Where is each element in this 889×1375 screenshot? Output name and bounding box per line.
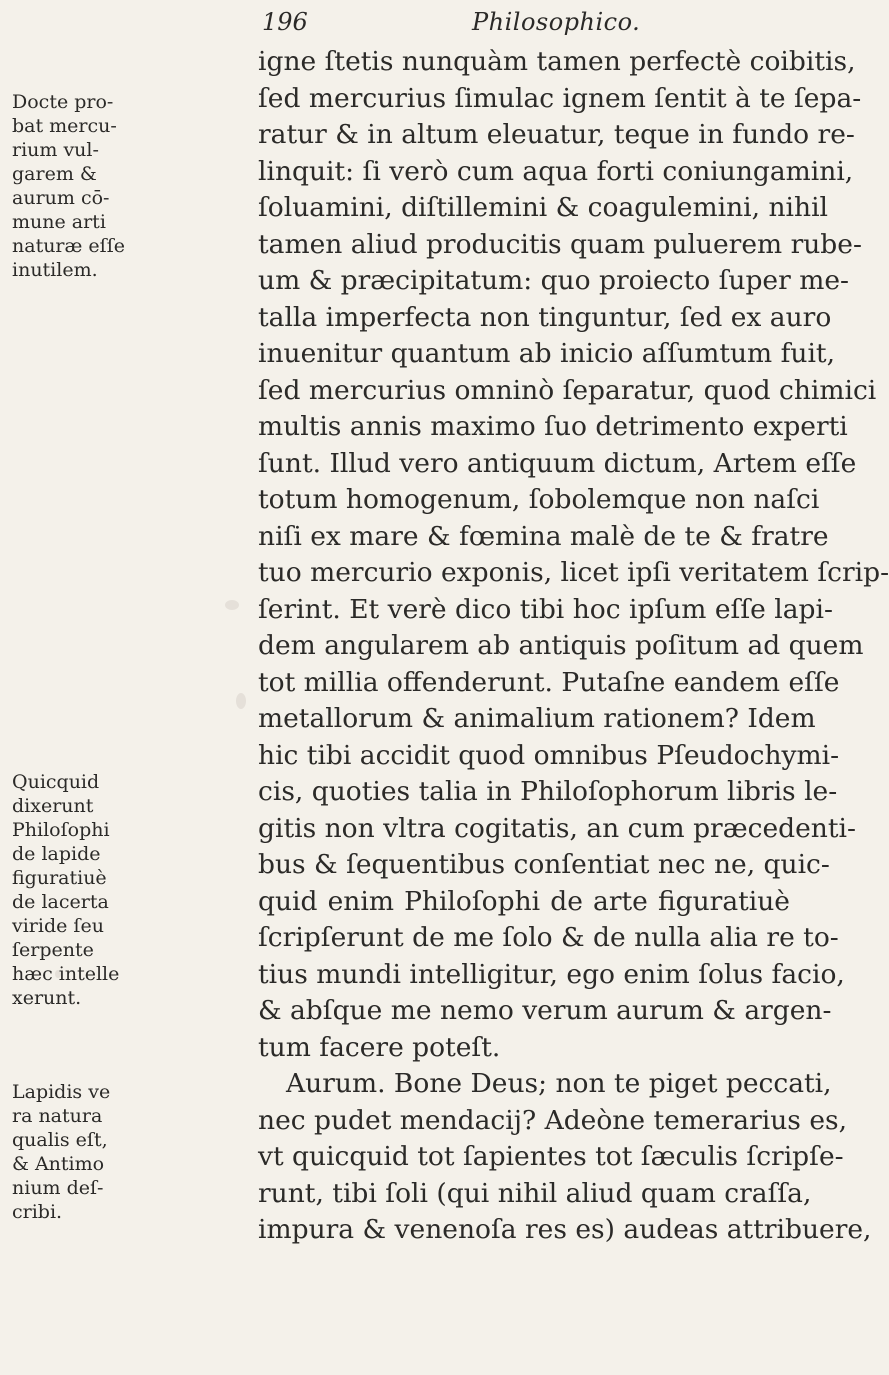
paper-stain	[236, 693, 246, 709]
marginal-note-line: figuratiuè	[12, 867, 107, 889]
text-line: ſerint. Et verè dico tibi hoc ipſum eſſe lapi-	[258, 593, 833, 625]
text-line: multis annis maximo ſuo detrimento experti	[258, 411, 848, 442]
text-line: totum homogenum, ſobolemque non naſci	[258, 484, 820, 515]
marginal-note-line: de lapide	[12, 843, 101, 865]
marginal-note-line: ſerpente	[12, 939, 94, 961]
marginal-note-line: Philoſophi	[12, 819, 110, 841]
marginal-note-line: Quicquid	[12, 771, 100, 793]
text-line: inuenitur quantum ab inicio aſſumtum fuit,	[258, 338, 836, 369]
page-header	[262, 8, 782, 44]
text-line: metallorum & animalium rationem? Idem	[258, 703, 816, 734]
marginal-note-line: garem &	[12, 163, 97, 185]
text-line: tuo mercurio exponis, licet ipſi veritatem ſcrip-	[258, 557, 889, 588]
text-line: um & præcipitatum: quo proiecto ſuper me-	[258, 265, 849, 296]
marginal-note-line: Docte pro-	[12, 91, 114, 113]
running-head: Philosophico.	[472, 8, 641, 36]
marginal-note-line: ra natura	[12, 1105, 103, 1127]
marginal-note-line: xerunt.	[12, 987, 82, 1009]
paper-stain	[225, 600, 239, 610]
text-line: talla imperfecta non tinguntur, ſed ex auro	[258, 301, 832, 333]
marginal-note-line: mune arti	[12, 211, 106, 233]
marginal-note-line: viride ſeu	[12, 915, 104, 937]
text-line: ſed mercurius ſimulac ignem ſentit à te ſepa-	[258, 82, 862, 114]
marginal-note-line: & Antimo	[12, 1153, 105, 1175]
text-line: Aurum. Bone Deus; non te piget peccati,	[286, 1068, 832, 1099]
text-line: ſed mercurius omninò ſeparatur, quod chimici	[258, 374, 877, 406]
marginal-note-line: qualis eſt,	[12, 1129, 108, 1151]
text-line: tius mundi intelligitur, ego enim ſolus facio,	[258, 958, 845, 990]
text-line: runt, tibi ſoli (qui nihil aliud quam craſſa,	[258, 1177, 812, 1209]
marginal-note	[12, 1080, 250, 1224]
marginal-note-line: naturæ eſſe	[12, 235, 125, 257]
text-line: & abſque me nemo verum aurum & argen-	[258, 995, 832, 1026]
marginal-note	[12, 90, 250, 282]
text-line: ratur & in altum eleuatur, teque in fundo re-	[258, 119, 855, 150]
marginal-note	[12, 770, 250, 1010]
marginal-note-line: dixerunt	[12, 795, 94, 817]
text-line: tot millia offenderunt. Putaſne eandem eſſe	[258, 666, 840, 698]
text-line: igne ſtetis nunquàm tamen perfectè coibitis,	[258, 46, 856, 77]
text-line: quid enim Philoſophi de arte figuratiuè	[258, 885, 790, 917]
text-line: niſi ex mare & fœmina malè de te & fratre	[258, 520, 829, 552]
marginal-note-line: cribi.	[12, 1201, 63, 1223]
text-line: tum facere poteſt.	[258, 1031, 501, 1063]
text-line: ſcripſerunt de me ſolo & de nulla alia re to-	[258, 922, 839, 953]
page-number: 196	[262, 8, 308, 36]
text-line: nec pudet mendacij? Adeòne temerarius es,	[258, 1104, 848, 1136]
marginal-note-line: rium vul-	[12, 139, 99, 161]
text-line: ſunt. Illud vero antiquum dictum, Artem eſſe	[258, 447, 857, 479]
marginal-note-line: bat mercu-	[12, 115, 117, 137]
marginal-note-line: nium deſ-	[12, 1177, 104, 1199]
text-line: gitis non vltra cogitatis, an cum præcedenti-	[258, 812, 856, 844]
text-line: cis, quoties talia in Philoſophorum libris le-	[258, 776, 838, 807]
text-line: linquit: ſi verò cum aqua forti coniungamini,	[258, 155, 854, 187]
text-line: hic tibi accidit quod omnibus Pſeudochymi-	[258, 739, 840, 771]
marginal-note-line: Lapidis ve	[12, 1081, 111, 1103]
marginal-note-line: inutilem.	[12, 259, 98, 281]
text-line: dem angularem ab antiquis poſitum ad quem	[258, 630, 864, 661]
marginal-note-line: aurum cō-	[12, 187, 110, 209]
text-line: ſoluamini, diſtillemini & coagulemini, nihil	[258, 192, 829, 223]
text-line: bus & ſequentibus conſentiat nec ne, quic-	[258, 849, 830, 880]
marginal-note-line: de lacerta	[12, 891, 109, 913]
main-text-block	[258, 44, 889, 1249]
text-line: vt quicquid tot ſapientes tot ſæculis ſcripſe-	[258, 1141, 844, 1172]
text-line: tamen aliud producitis quam puluerem rube-	[258, 228, 862, 260]
marginal-note-line: hæc intelle	[12, 963, 120, 985]
text-line: impura & venenoſa res es) audeas attribuere,	[258, 1214, 872, 1245]
